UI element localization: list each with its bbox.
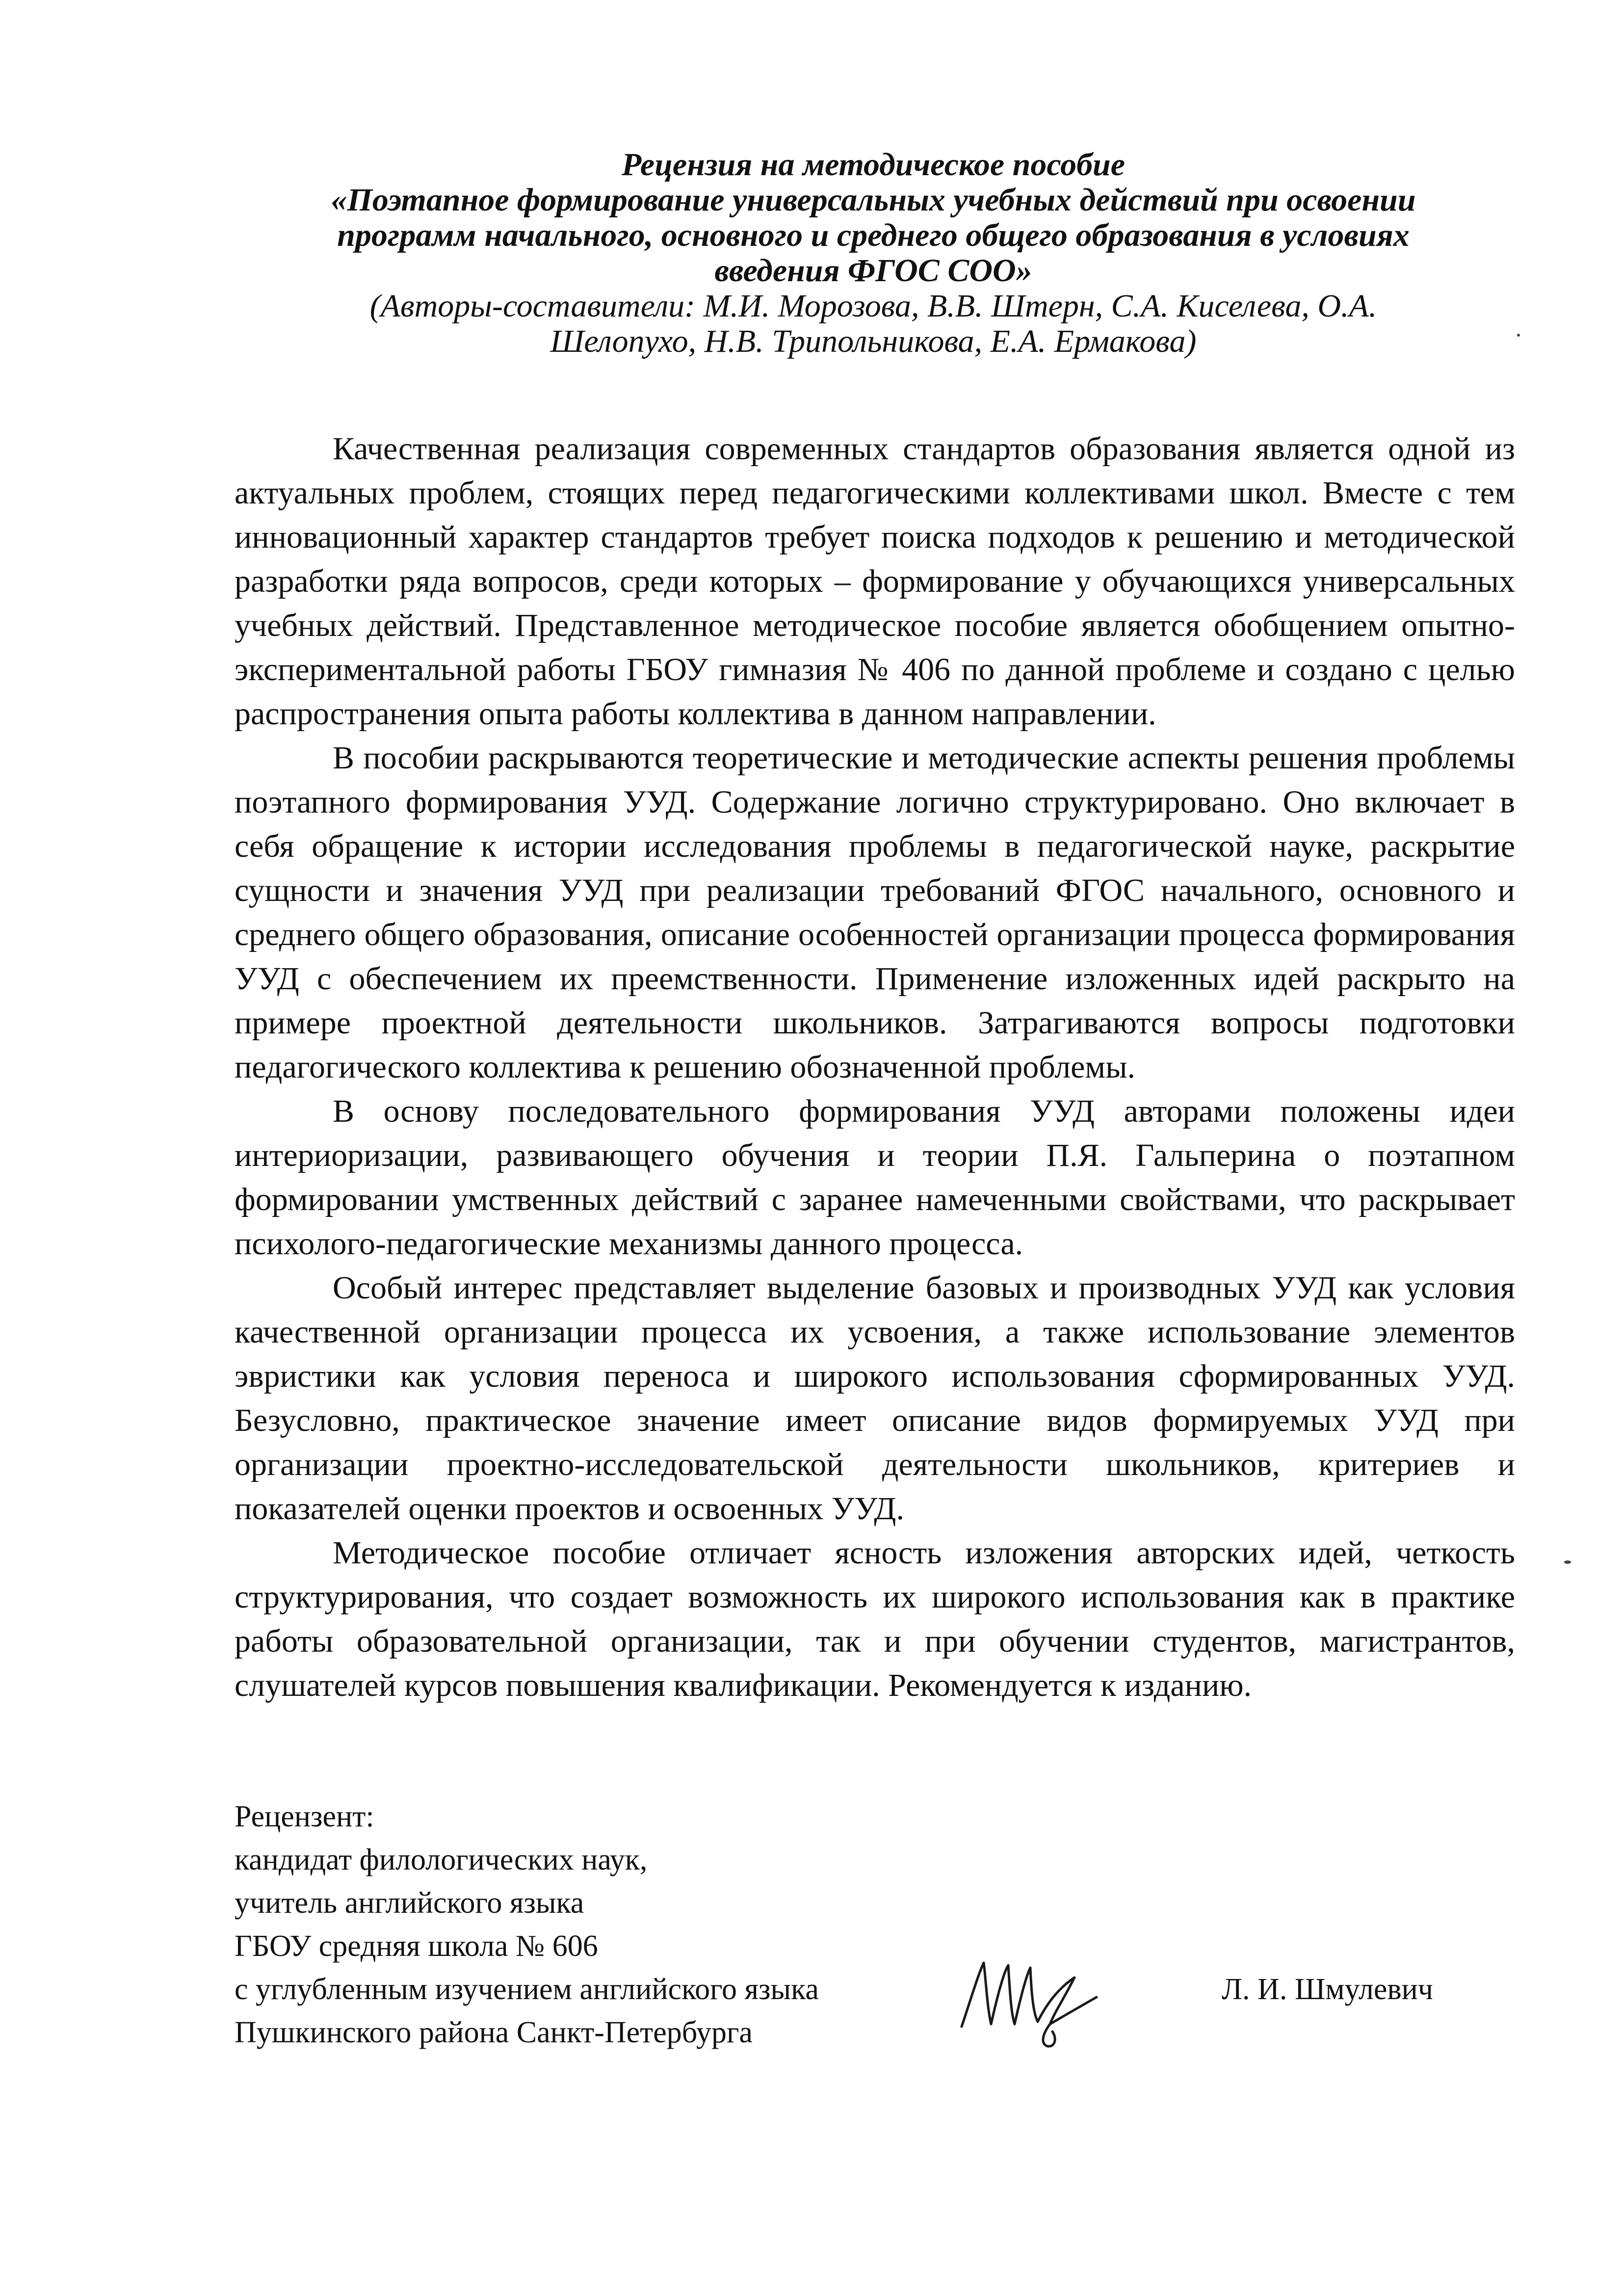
authors-line-2: Шелопухо, Н.В. Трипольникова, Е.А. Ермакова) [550,323,1197,359]
reviewer-label: Рецензент: [235,1800,374,1833]
reviewer-degree: кандидат филологических наук, [235,1843,648,1876]
paragraph-3: В основу последовательного формирования УУД авторами положены идеи интериоризации, развивающего обучения и теории П.Я. Гальперина о поэтапном формировании умственных действий с заранее намеченными свойствами, что раскрывает психолого-педагогические механизмы данного процесса. [235,1093,1515,1262]
reviewer-district: Пушкинского района Санкт-Петербурга [235,2016,753,2049]
scan-speck [1517,334,1520,337]
reviewer-school-profile: с углубленным изучением английского языка [235,1973,819,2006]
document-subtitle-line-1: «Поэтапное формирование универсальных учебных действий при освоении [331,182,1416,218]
document-title: Рецензия на методическое пособие [621,147,1126,183]
paragraph-5: Методическое пособие отличает ясность изложения авторских идей, четкость структурирования, что создает возможность их широкого использования как в практике работы образовательной организации, так и при обучении студентов, магистрантов, слушателей курсов повышения квалификации. Рекомендуется к изданию. [235,1535,1515,1703]
document-header [236,147,1511,359]
paragraph-1: Качественная реализация современных стандартов образования является одной из актуальных проблем, стоящих перед педагогическими коллективами школ. Вместе с тем инновационный характер стандартов требует поиска подходов к решению и методической разработки ряда вопросов, среди которых – формирование у обучающихся универсальных учебных действий. Представленное методическое пособие является обобщением опытно-экспериментальной работы ГБОУ гимназия № 406 по данной проблеме и создано с целью распространения опыта работы коллектива в данном направлении. [235,431,1515,732]
reviewer-name: Л. И. Шмулевич [1222,1973,1433,2006]
paragraph-2: В пособии раскрываются теоретические и методические аспекты решения проблемы поэтапного формирования УУД. Содержание логично структурировано. Оно включает в себя обращение к истории исследования проблемы в педагогической науке, раскрытие сущности и значения УУД при реализации требований ФГОС начального, основного и среднего общего образования, описание особенностей организации процесса формирования УУД с обеспечением их преемственности. Применение изложенных идей раскрыто на примере проектной деятельности школьников. Затрагиваются вопросы подготовки педагогического коллектива к решению обозначенной проблемы. [235,740,1515,1085]
authors-line-1: (Авторы-составители: М.И. Морозова, В.В. Штерн, С.А. Киселева, О.А. [369,288,1377,324]
document-subtitle-line-2: программ начального, основного и среднего общего образования в условиях [337,217,1410,253]
reviewer-school: ГБОУ средняя школа № 606 [235,1929,598,1963]
handwritten-signature [957,1943,1104,2051]
scan-speck [1564,1560,1571,1564]
reviewer-position: учитель английского языка [235,1886,584,1920]
paragraph-4: Особый интерес представляет выделение базовых и производных УУД как условия качественной организации процесса их усвоения, а также использование элементов эвристики как условия переноса и широкого использования сформированных УУД. Безусловно, практическое значение имеет описание видов формируемых УУД при организации проектно-исследовательской деятельности школьников, критериев и показателей оценки проектов и освоенных УУД. [235,1270,1515,1527]
document-subtitle-line-3: введения ФГОС СОО» [714,253,1032,289]
review-body [235,427,1515,1708]
